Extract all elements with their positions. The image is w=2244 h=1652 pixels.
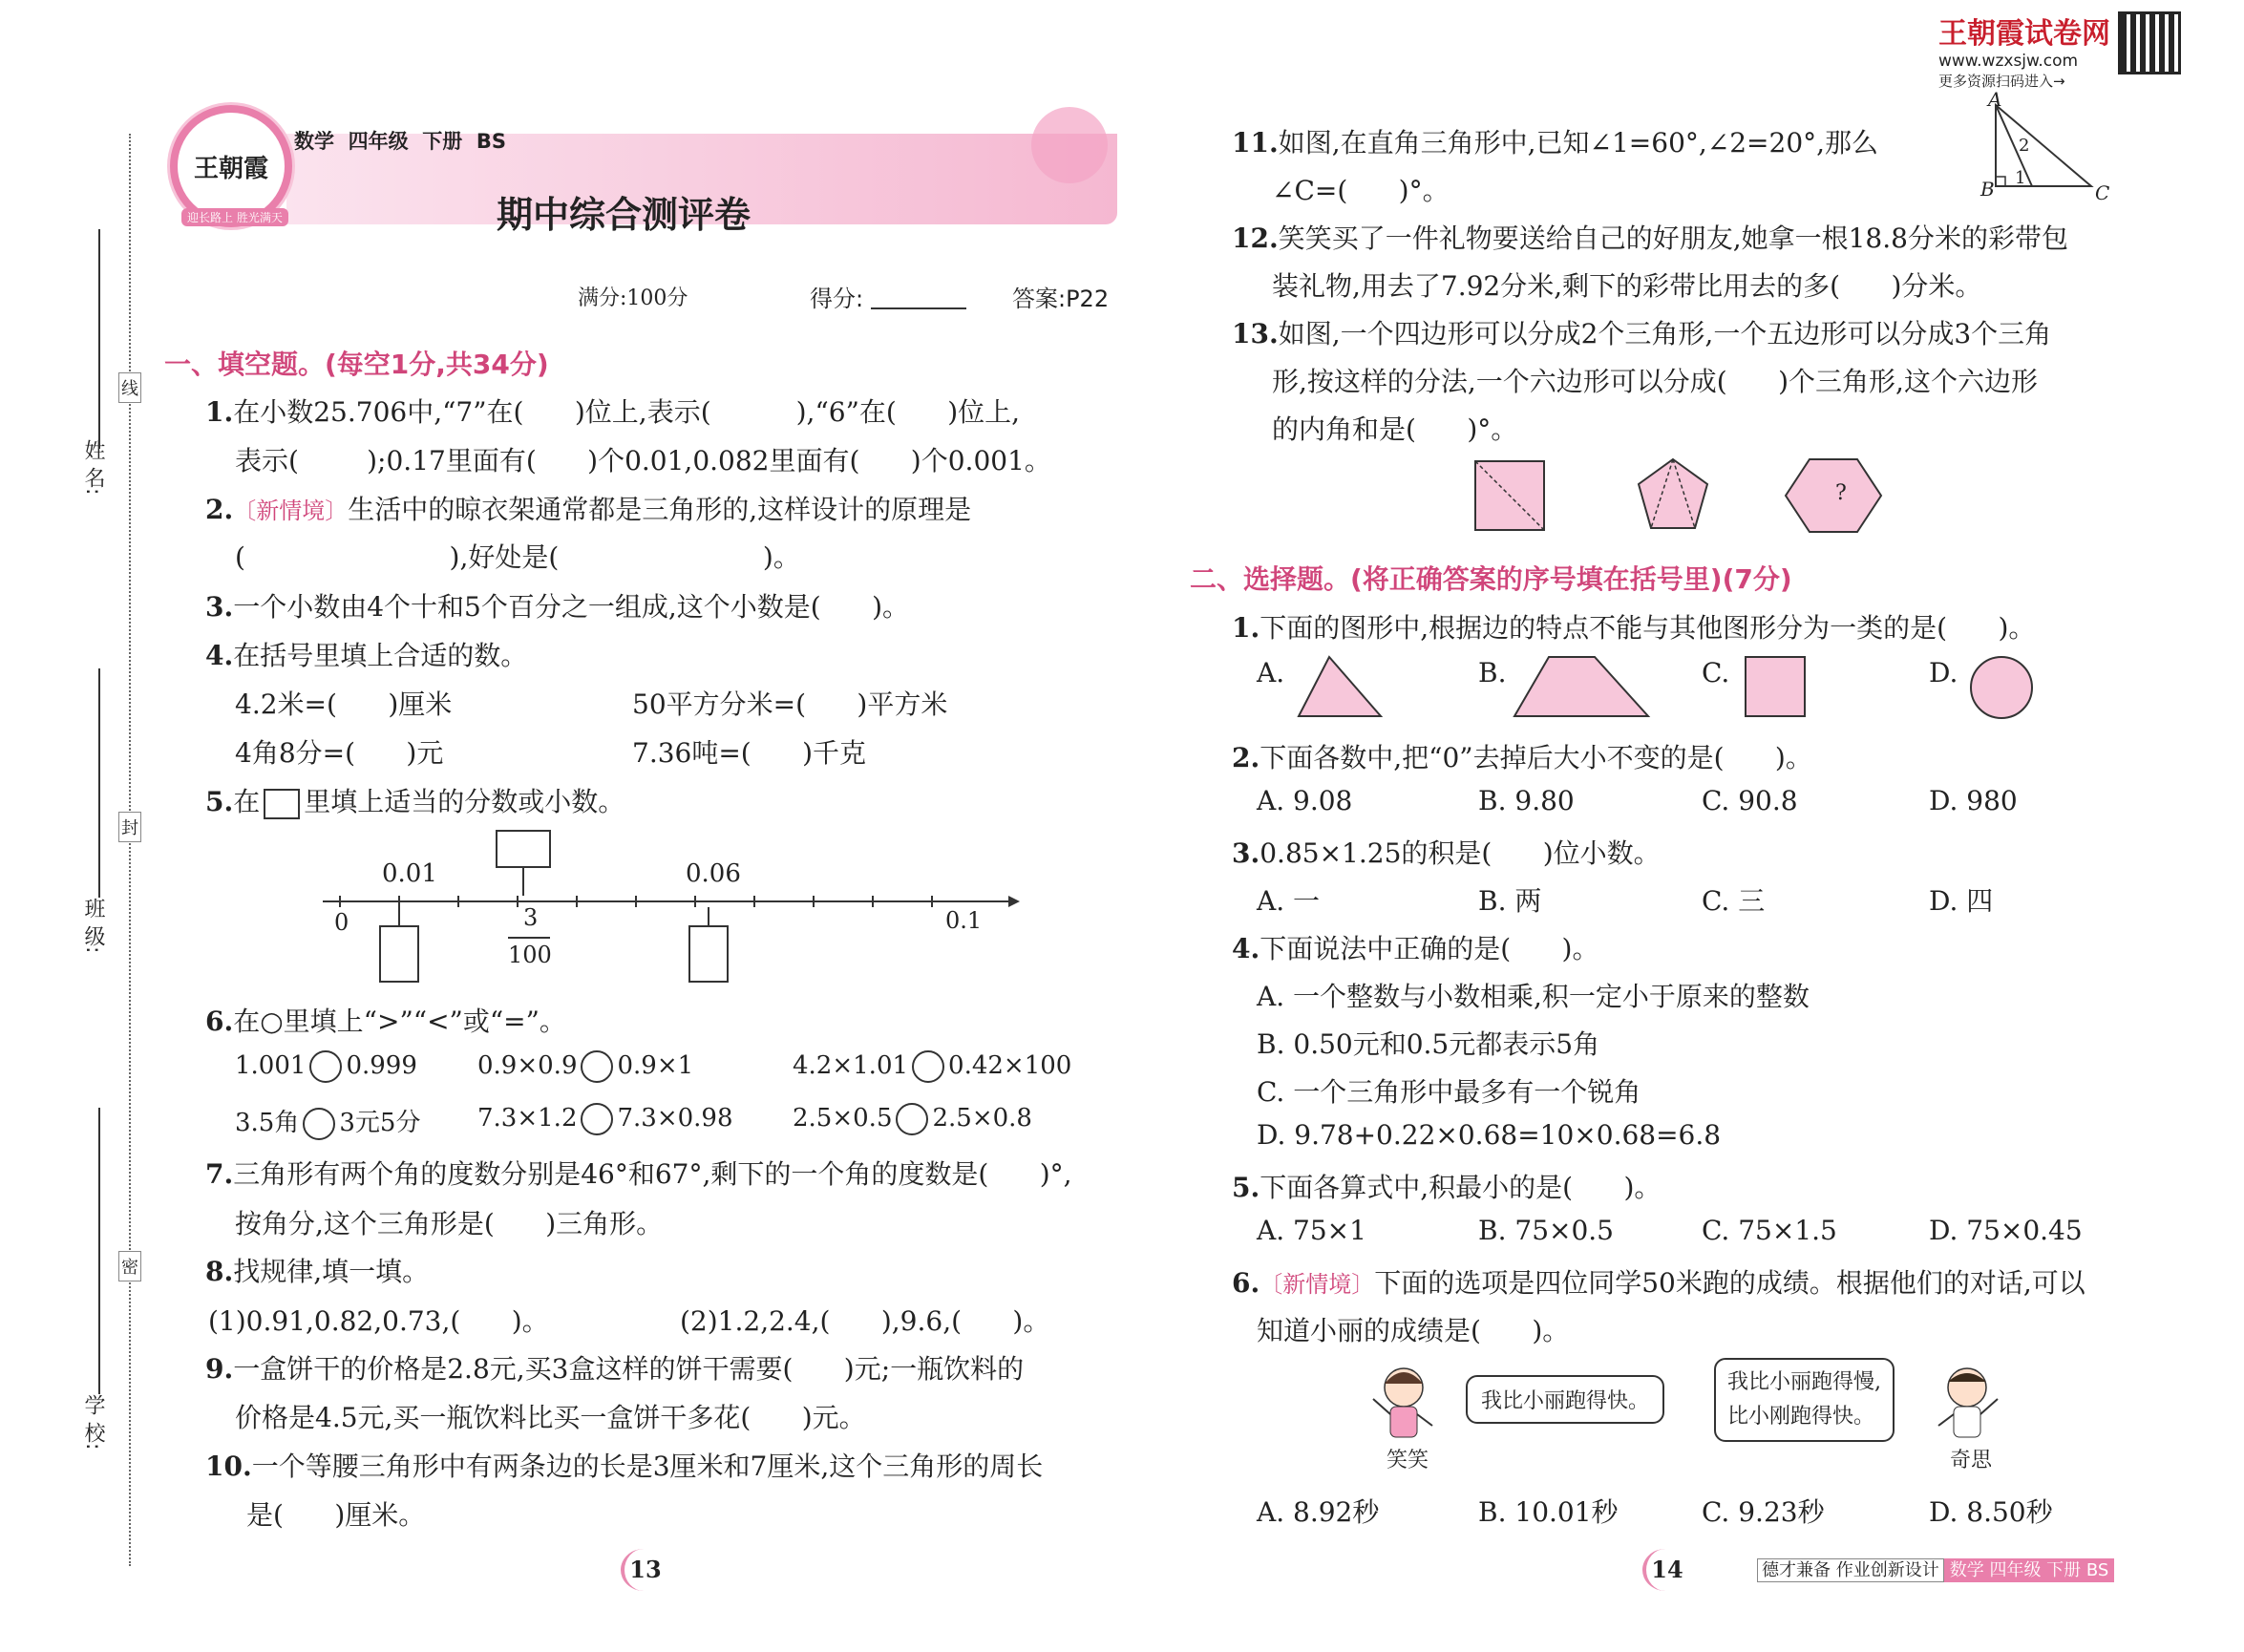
q6-r1-b-right: 0.9×1	[617, 1051, 694, 1080]
nl-fraction-num: 3	[523, 904, 539, 931]
c5-opt-a[interactable]: A. 75×1	[1257, 1215, 1366, 1246]
c2-number: 2.	[1232, 742, 1260, 773]
c1-number: 1.	[1232, 612, 1260, 644]
q7-number: 7.	[205, 1158, 234, 1190]
c3-opt-c[interactable]: C. 三	[1702, 885, 1766, 917]
c2-opt-b[interactable]: B. 9.80	[1478, 785, 1575, 816]
q1	[205, 392, 1020, 430]
tri-angle-2: 2	[2019, 136, 2030, 156]
c5-opt-c[interactable]: C. 75×1.5	[1702, 1215, 1837, 1246]
speech-bubble-1	[1466, 1375, 1664, 1424]
q2	[205, 489, 971, 527]
c2	[1232, 737, 1812, 775]
q8	[205, 1251, 429, 1289]
q4-c: 4角8分=( )元	[235, 737, 444, 769]
q6-r1-c	[793, 1050, 1071, 1083]
side-name-label: 姓 名:	[81, 439, 105, 496]
q6-r1-a-right: 0.999	[346, 1051, 417, 1080]
q13	[1232, 313, 2051, 351]
q2-line1: 生活中的晾衣架通常都是三角形的,这样设计的原理是	[348, 494, 972, 525]
q13-number: 13.	[1232, 318, 1279, 349]
q12-number: 12.	[1232, 222, 1279, 254]
c4-line1: 下面说法中正确的是( )。	[1260, 933, 1599, 964]
kid-xiaoxiao-icon	[1365, 1361, 1442, 1451]
q6-r2-b	[477, 1103, 733, 1135]
header-banner-sun	[1031, 107, 1108, 183]
c4-number: 4.	[1232, 933, 1260, 964]
c2-line1: 下面各数中,把“0”去掉后大小不变的是( )。	[1260, 742, 1812, 773]
c3-opt-d[interactable]: D. 四	[1929, 885, 1994, 917]
c6-line2: 知道小丽的成绩是( )。	[1257, 1315, 1570, 1346]
q9-line1: 一盒饼干的价格是2.8元,买3盒这样的饼干需要( )元;一瓶饮料的	[233, 1353, 1025, 1385]
hexagon-question: ?	[1835, 481, 1847, 505]
top-brand-hint: 更多资源扫码进入→	[1938, 73, 2065, 90]
c6-opt-b[interactable]: B. 10.01秒	[1478, 1496, 1619, 1528]
q2-number: 2.	[205, 494, 234, 525]
q5	[205, 781, 625, 819]
q10-number: 10.	[205, 1451, 252, 1482]
top-brand-url: www.wzxsjw.com	[1938, 52, 2079, 71]
q10-line2: 是( )厘米。	[246, 1499, 426, 1531]
c3-opt-b[interactable]: B. 两	[1478, 885, 1542, 917]
c1-opt-c[interactable]: C.	[1702, 657, 1730, 688]
q6-r2-c-right: 2.5×0.8	[932, 1104, 1032, 1133]
tri-label-B: B	[1980, 178, 1995, 201]
q10	[205, 1446, 1043, 1484]
side-school-label: 学 校:	[81, 1394, 105, 1451]
c4	[1232, 928, 1599, 966]
q5-number: 5.	[205, 786, 234, 817]
c1-opt-a[interactable]: A.	[1257, 657, 1285, 688]
c3-number: 3.	[1232, 837, 1260, 869]
side-line-mark: 线	[118, 372, 141, 403]
c4-opt-b[interactable]: B. 0.50元和0.5元都表示5角	[1257, 1028, 1600, 1060]
c6-number: 6.	[1232, 1267, 1260, 1299]
c4-opt-a[interactable]: A. 一个整数与小数相乘,积一定小于原来的整数	[1257, 981, 1810, 1012]
top-brand-name: 王朝霞试卷网	[1938, 17, 2110, 51]
q8-b: (2)1.2,2.4,( ),9.6,( )。	[680, 1305, 1050, 1337]
side-name-line	[98, 229, 100, 449]
q4-d: 7.36吨=( )千克	[632, 737, 867, 769]
c5-number: 5.	[1232, 1172, 1260, 1203]
c1-line1: 下面的图形中,根据边的特点不能与其他图形分为一类的是( )。	[1260, 612, 2036, 644]
q3-line1: 一个小数由4个十和5个百分之一组成,这个小数是( )。	[233, 591, 910, 623]
c1	[1232, 607, 2035, 646]
q8-line1: 找规律,填一填。	[233, 1256, 430, 1287]
q6-r2-a-right: 3元5分	[339, 1109, 421, 1137]
q4-b: 50平方分米=( )平方米	[632, 688, 948, 720]
kid-qisi-label: 奇思	[1950, 1449, 1993, 1472]
c2-opt-d[interactable]: D. 980	[1929, 785, 2018, 816]
nl-fraction-den: 100	[508, 942, 552, 968]
page-number-14: 14	[1642, 1549, 1688, 1591]
q6-r1-b-left: 0.9×0.9	[477, 1051, 578, 1080]
right-triangle-figure	[1977, 95, 2110, 201]
c1-shapes	[1289, 649, 2053, 726]
compare-circle[interactable]	[581, 1050, 613, 1083]
c3-line1: 0.85×1.25的积是( )位小数。	[1260, 837, 1661, 869]
q6-r1-c-right: 0.42×100	[948, 1051, 1072, 1080]
logo-brand: 王朝霞	[193, 155, 268, 183]
speech-bubble-2-line2: 比小刚跑得快。	[1727, 1405, 1875, 1429]
c4-opt-d[interactable]: D. 9.78+0.22×0.68=10×0.68=6.8	[1257, 1119, 1722, 1151]
nl-tick-006: 0.06	[686, 859, 741, 888]
section1-title: 一、填空题。(每空1分,共34分)	[164, 349, 549, 380]
c5-opt-b[interactable]: B. 75×0.5	[1478, 1215, 1614, 1246]
side-class-line	[98, 668, 100, 898]
c6-opt-d[interactable]: D. 8.50秒	[1929, 1496, 2053, 1528]
polygon-figures	[1461, 454, 1900, 540]
score-input-line[interactable]	[871, 307, 966, 309]
binding-dotted-line	[129, 134, 131, 1566]
footer-series: 数学 四年级 下册 BS	[1944, 1558, 2115, 1582]
compare-circle[interactable]	[303, 1108, 335, 1140]
q12-line1: 笑笑买了一件礼物要送给自己的好朋友,她拿一根18.8分米的彩带包	[1278, 222, 2068, 254]
q6-r2-b-right: 7.3×0.98	[617, 1104, 733, 1133]
c3-opt-a[interactable]: A. 一	[1257, 885, 1321, 917]
q8-number: 8.	[205, 1256, 234, 1287]
q1-line1: 在小数25.706中,“7”在( )位上,表示( ),“6”在( )位上,	[233, 396, 1021, 428]
c4-opt-c[interactable]: C. 一个三角形中最多有一个锐角	[1257, 1076, 1641, 1108]
q6-r2-c	[793, 1103, 1032, 1135]
tri-angle-1: 1	[2015, 168, 2026, 188]
c5	[1232, 1167, 1661, 1205]
kid-xiaoxiao-label: 笑笑	[1387, 1449, 1429, 1472]
q5-pre: 在	[233, 786, 261, 817]
q10-line1: 一个等腰三角形中有两条边的长是3厘米和7厘米,这个三角形的周长	[251, 1451, 1044, 1482]
side-school-line	[98, 1108, 100, 1394]
c1-opt-d[interactable]: D.	[1929, 657, 1958, 688]
q6-r2-a	[235, 1103, 420, 1140]
q6	[205, 1001, 566, 1039]
c6-opt-c[interactable]: C. 9.23秒	[1702, 1496, 1825, 1528]
q11-line2: ∠C=( )°。	[1272, 175, 1450, 206]
q6-r2-c-left: 2.5×0.5	[793, 1104, 893, 1133]
q11-line1: 如图,在直角三角形中,已知∠1=60°,∠2=20°,那么	[1278, 127, 1879, 159]
compare-circle[interactable]	[581, 1103, 613, 1135]
q2-tag: 〔新情境〕	[233, 498, 349, 524]
header-score-label: 得分:	[810, 286, 864, 312]
q12-line2: 装礼物,用去了7.92分米,剩下的彩带比用去的多( )分米。	[1272, 270, 1982, 302]
q9-line2: 价格是4.5元,买一瓶饮料比买一盒饼干多花( )元。	[235, 1402, 866, 1433]
q1-line2: 表示( );0.17里面有( )个0.01,0.082里面有( )个0.001。	[235, 445, 1051, 477]
side-tie-mark: 密	[118, 1251, 141, 1281]
speech-bubble-2	[1714, 1358, 1895, 1442]
q8-a: (1)0.91,0.82,0.73,( )。	[208, 1305, 549, 1337]
tri-label-A: A	[1988, 88, 2002, 111]
q4	[205, 635, 527, 673]
q1-number: 1.	[205, 396, 234, 428]
c6-line1: 下面的选项是四位同学50米跑的成绩。根据他们的对话,可以	[1374, 1267, 2085, 1299]
q7-line2: 按角分,这个三角形是( )三角形。	[235, 1208, 664, 1239]
q11	[1232, 122, 1878, 160]
speech-bubble-1-text: 我比小丽跑得快。	[1481, 1389, 1650, 1413]
header-answer-ref: 答案:P22	[1012, 286, 1110, 312]
side-seal-mark: 封	[118, 812, 141, 842]
tri-label-C: C	[2095, 181, 2110, 204]
q13-line1: 如图,一个四边形可以分成2个三角形,一个五边形可以分成3个三角	[1278, 318, 2052, 349]
q4-a: 4.2米=( )厘米	[235, 688, 453, 720]
page-number-13: 13	[621, 1549, 667, 1591]
q6-r1-a	[235, 1050, 417, 1083]
compare-circle[interactable]	[896, 1103, 928, 1135]
q6-r1-a-left: 1.001	[235, 1051, 307, 1080]
speech-bubble-2-line1: 我比小丽跑得慢,	[1727, 1370, 1881, 1394]
c6-tag: 〔新情境〕	[1260, 1271, 1375, 1298]
q9-number: 9.	[205, 1353, 234, 1385]
compare-circle[interactable]	[309, 1050, 342, 1083]
q7-line1: 三角形有两个角的度数分别是46°和67°,剩下的一个角的度数是( )°,	[233, 1158, 1072, 1190]
nl-tick-01: 0.1	[945, 907, 983, 934]
kid-qisi-icon	[1929, 1361, 2005, 1451]
q11-number: 11.	[1232, 127, 1279, 159]
q3	[205, 586, 909, 625]
q7	[205, 1154, 1072, 1192]
c2-opt-a[interactable]: A. 9.08	[1257, 785, 1353, 816]
nl-tick-0: 0	[334, 909, 349, 936]
q5-box-icon	[264, 789, 300, 819]
q12	[1232, 218, 2068, 256]
q6-number: 6.	[205, 1006, 234, 1037]
c2-opt-c[interactable]: C. 90.8	[1702, 785, 1798, 816]
q13-line3: 的内角和是( )°。	[1272, 413, 1518, 445]
qr-code-icon	[2118, 11, 2181, 74]
q3-number: 3.	[205, 591, 234, 623]
page-title: 期中综合测评卷	[497, 194, 752, 236]
q6-r1-b	[477, 1050, 693, 1083]
footer-brand-text: 德才兼备 作业创新设计	[1757, 1558, 1944, 1582]
q6-line1: 在○里填上“>”“<”或“=”。	[233, 1006, 566, 1037]
logo-tagline: 迎长路上 胜光满天	[181, 208, 288, 226]
c5-line1: 下面各算式中,积最小的是( )。	[1260, 1172, 1662, 1203]
side-class-label: 班 级:	[81, 898, 105, 954]
q2-line2: ( ),好处是( )。	[235, 541, 800, 573]
header-subject: 数学 四年级 下册 BS	[294, 130, 506, 153]
q4-line1: 在括号里填上合适的数。	[233, 640, 528, 671]
section2-title: 二、选择题。(将正确答案的序号填在括号里)(7分)	[1190, 563, 1792, 595]
footer-brand	[1757, 1557, 2114, 1581]
number-line	[306, 821, 1031, 993]
c1-opt-b[interactable]: B.	[1478, 657, 1507, 688]
q9	[205, 1348, 1024, 1387]
c5-opt-d[interactable]: D. 75×0.45	[1929, 1215, 2083, 1246]
q5-post: 里填上适当的分数或小数。	[304, 786, 625, 817]
q6-r2-b-left: 7.3×1.2	[477, 1104, 578, 1133]
q4-number: 4.	[205, 640, 234, 671]
header-fullscore: 满分:100分	[578, 286, 688, 310]
c3	[1232, 833, 1661, 871]
compare-circle[interactable]	[912, 1050, 944, 1083]
q6-r2-a-left: 3.5角	[235, 1109, 300, 1137]
c6-opt-a[interactable]: A. 8.92秒	[1257, 1496, 1380, 1528]
nl-tick-001: 0.01	[382, 859, 437, 888]
q13-line2: 形,按这样的分法,一个六边形可以分成( )个三角形,这个六边形	[1272, 366, 2038, 397]
q6-r1-c-left: 4.2×1.01	[793, 1051, 909, 1080]
c6	[1232, 1262, 2085, 1301]
